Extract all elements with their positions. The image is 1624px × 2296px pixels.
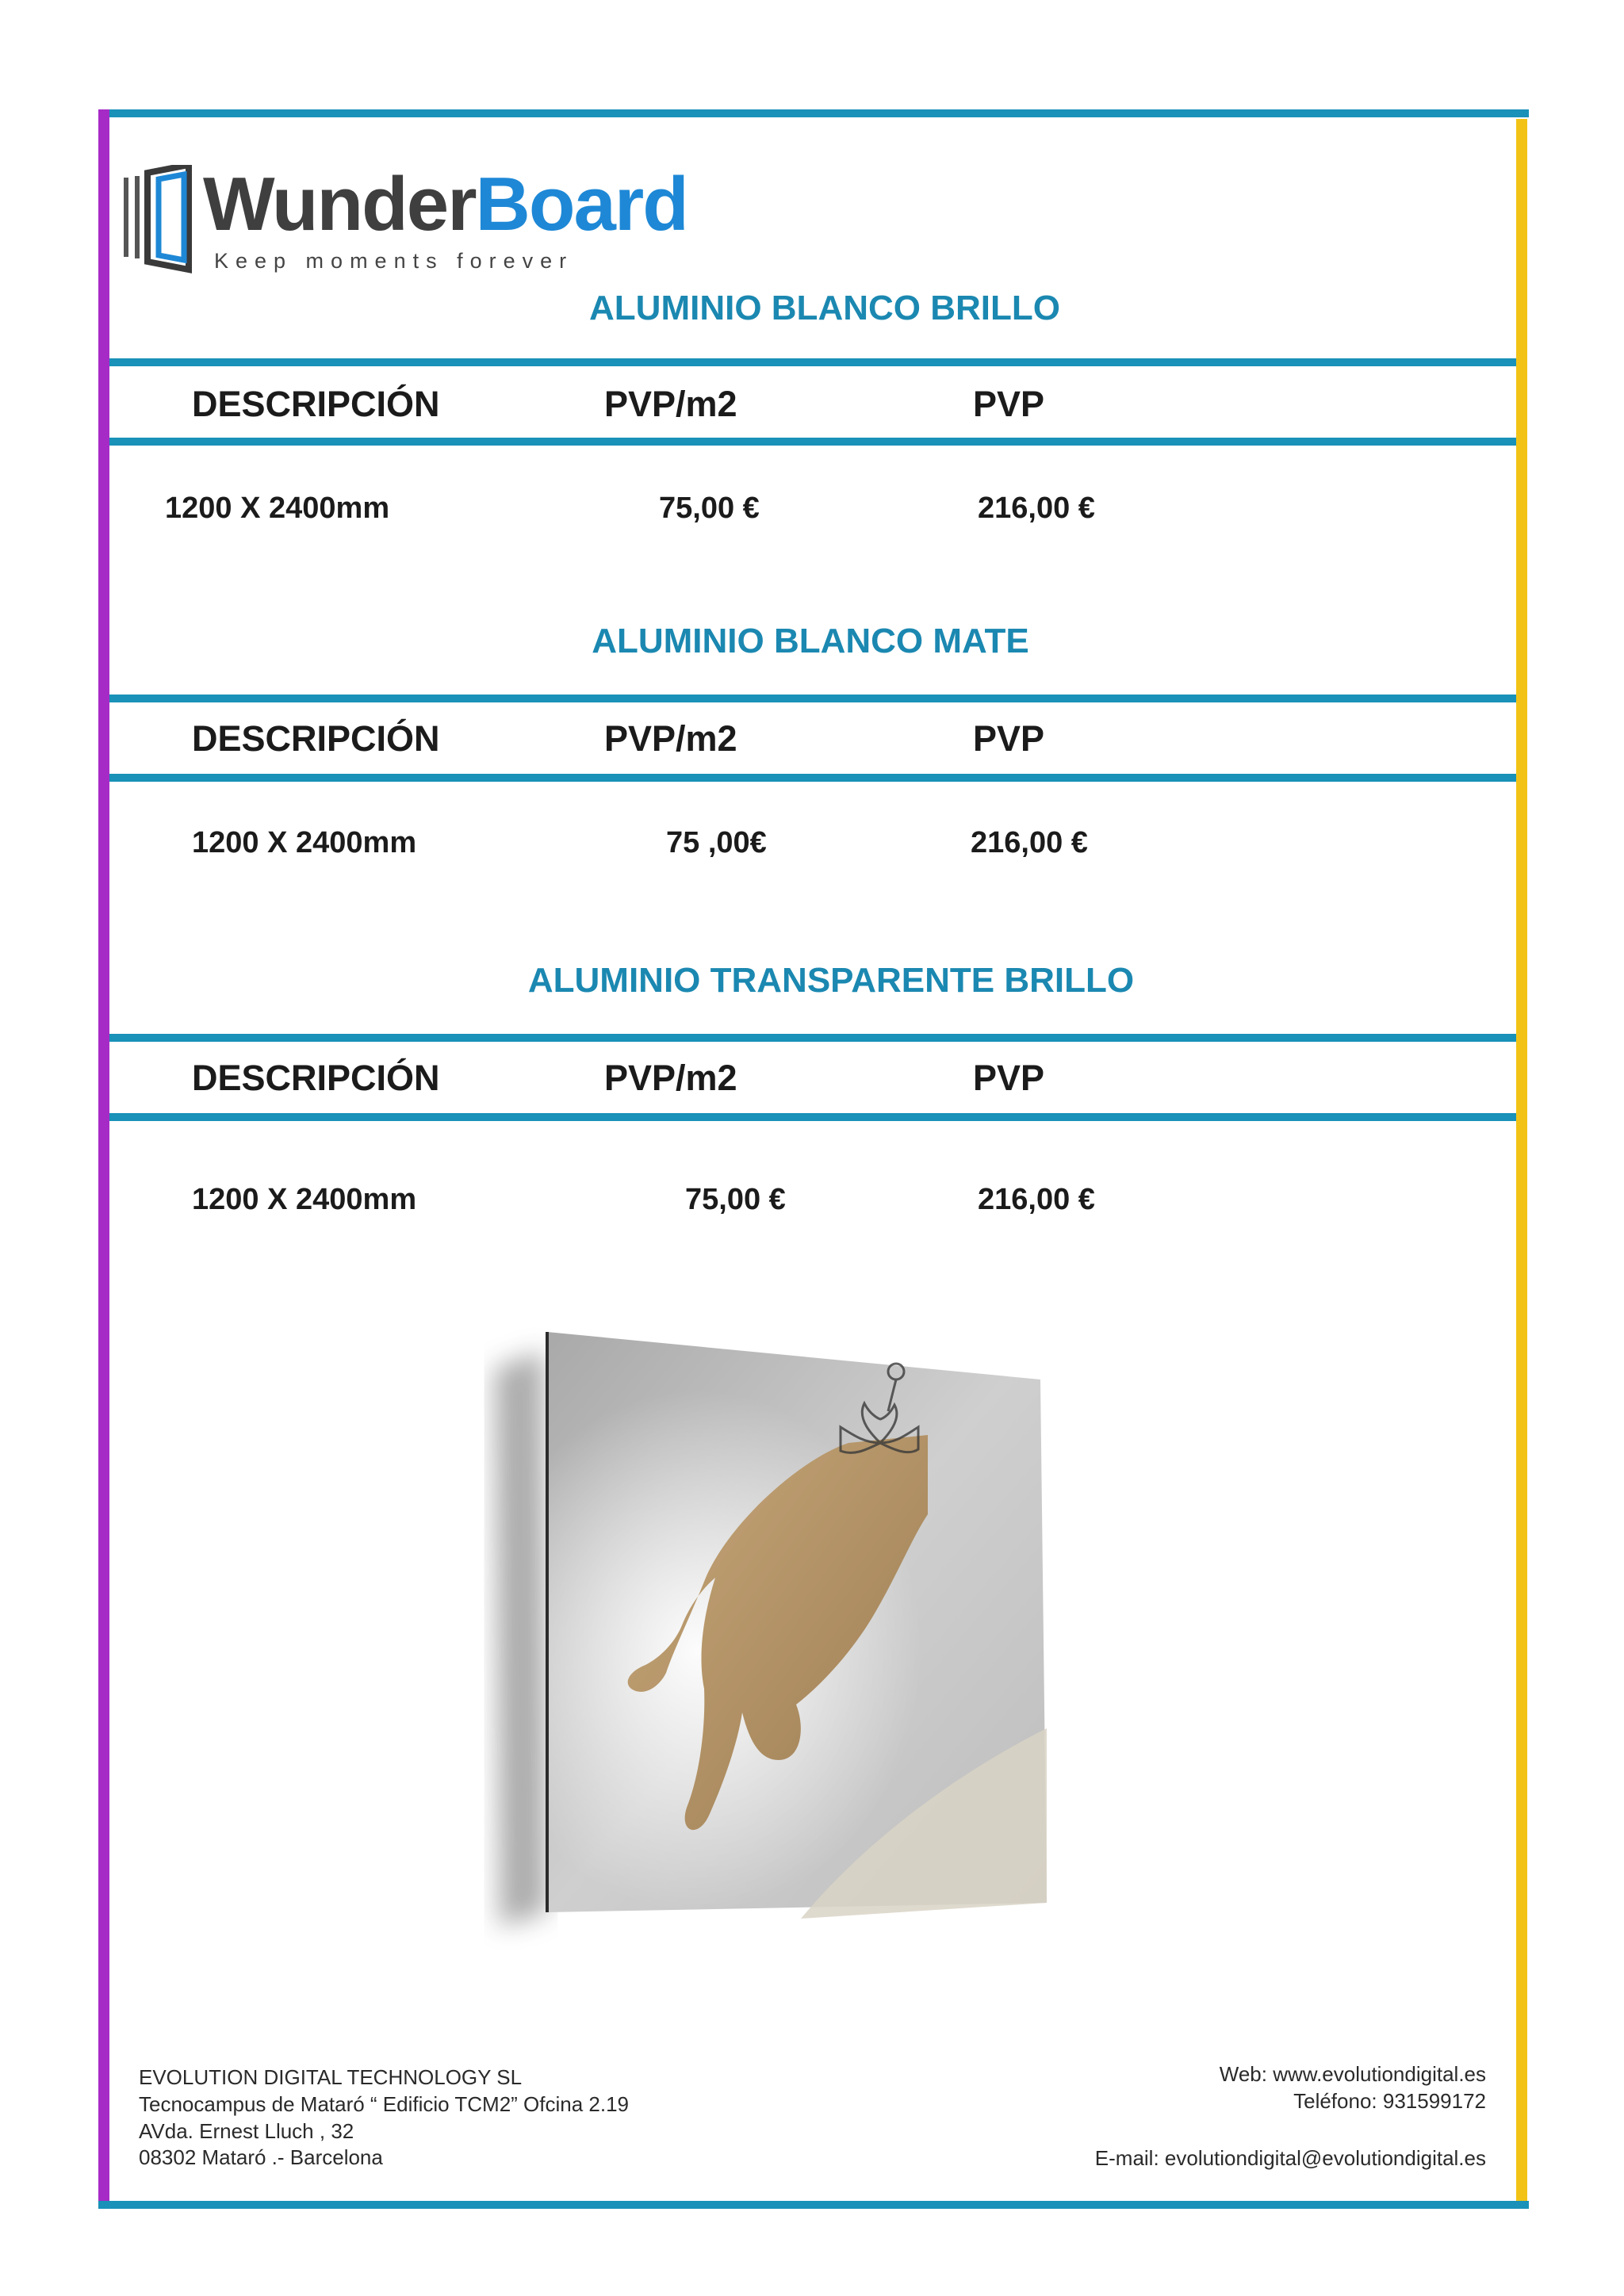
- header-rule-top: [109, 1034, 1516, 1042]
- section-title-blanco-mate: ALUMINIO BLANCO MATE: [592, 622, 1029, 660]
- brand-tagline: Keep moments forever: [214, 249, 574, 273]
- row-price: 216,00 €: [971, 826, 1088, 859]
- brand-name: [203, 162, 688, 247]
- footer-email[interactable]: E-mail: evolutiondigital@evolutiondigital.es: [1094, 2146, 1486, 2170]
- frame-top-border: [98, 109, 1529, 117]
- header-price-m2: PVP/m2: [604, 718, 737, 759]
- header-price-m2: PVP/m2: [604, 384, 737, 424]
- frame-logo-icon: [121, 165, 208, 276]
- section-title-transparente-brillo: ALUMINIO TRANSPARENTE BRILLO: [527, 961, 1135, 1000]
- row-description: 1200 X 2400mm: [192, 1183, 417, 1216]
- aluminium-panel-icon: [468, 1316, 1071, 1950]
- row-price: 216,00 €: [978, 492, 1095, 525]
- address-line-3: 08302 Mataró .- Barcelona: [139, 2145, 383, 2170]
- phone-number: Teléfono: 931599172: [1293, 2088, 1486, 2113]
- header-rule-bottom: [109, 774, 1516, 782]
- header-description: DESCRIPCIÓN: [192, 1058, 440, 1098]
- footer-address: [139, 2064, 629, 2172]
- footer-contact: [1220, 2061, 1486, 2115]
- brand-name-part2: Board: [475, 162, 688, 247]
- company-name: EVOLUTION DIGITAL TECHNOLOGY SL: [139, 2065, 523, 2089]
- header-rule-top: [109, 358, 1516, 366]
- brand-name-part1: Wunder: [203, 162, 476, 247]
- header-price: PVP: [973, 1058, 1045, 1098]
- section-title-blanco-brillo: ALUMINIO BLANCO BRILLO: [589, 289, 1060, 327]
- frame-bottom-border: [98, 2201, 1529, 2209]
- header-description: DESCRIPCIÓN: [192, 384, 440, 424]
- header-rule-bottom: [109, 1113, 1516, 1121]
- row-price-m2: 75,00 €: [685, 1183, 786, 1216]
- frame-left-border: [98, 109, 109, 2209]
- address-line-1: Tecnocampus de Mataró “ Edificio TCM2” Ofcina 2.19: [139, 2091, 630, 2116]
- row-price-m2: 75,00 €: [659, 492, 760, 525]
- header-rule-bottom: [109, 438, 1516, 446]
- web-link[interactable]: Web: www.evolutiondigital.es: [1219, 2062, 1486, 2086]
- frame-right-border: [1516, 119, 1527, 2201]
- row-price-m2: 75 ,00€: [666, 826, 767, 859]
- header-price-m2: PVP/m2: [604, 1058, 737, 1098]
- header-rule-top: [109, 695, 1516, 702]
- header-price: PVP: [973, 384, 1045, 424]
- row-description: 1200 X 2400mm: [192, 826, 417, 859]
- header-description: DESCRIPCIÓN: [192, 718, 440, 759]
- header-price: PVP: [973, 718, 1045, 759]
- product-image: [468, 1316, 1071, 1950]
- address-line-2: AVda. Ernest Lluch , 32: [139, 2118, 354, 2143]
- row-description: 1200 X 2400mm: [165, 492, 390, 525]
- wunderboard-logo: [121, 162, 688, 284]
- row-price: 216,00 €: [978, 1183, 1095, 1216]
